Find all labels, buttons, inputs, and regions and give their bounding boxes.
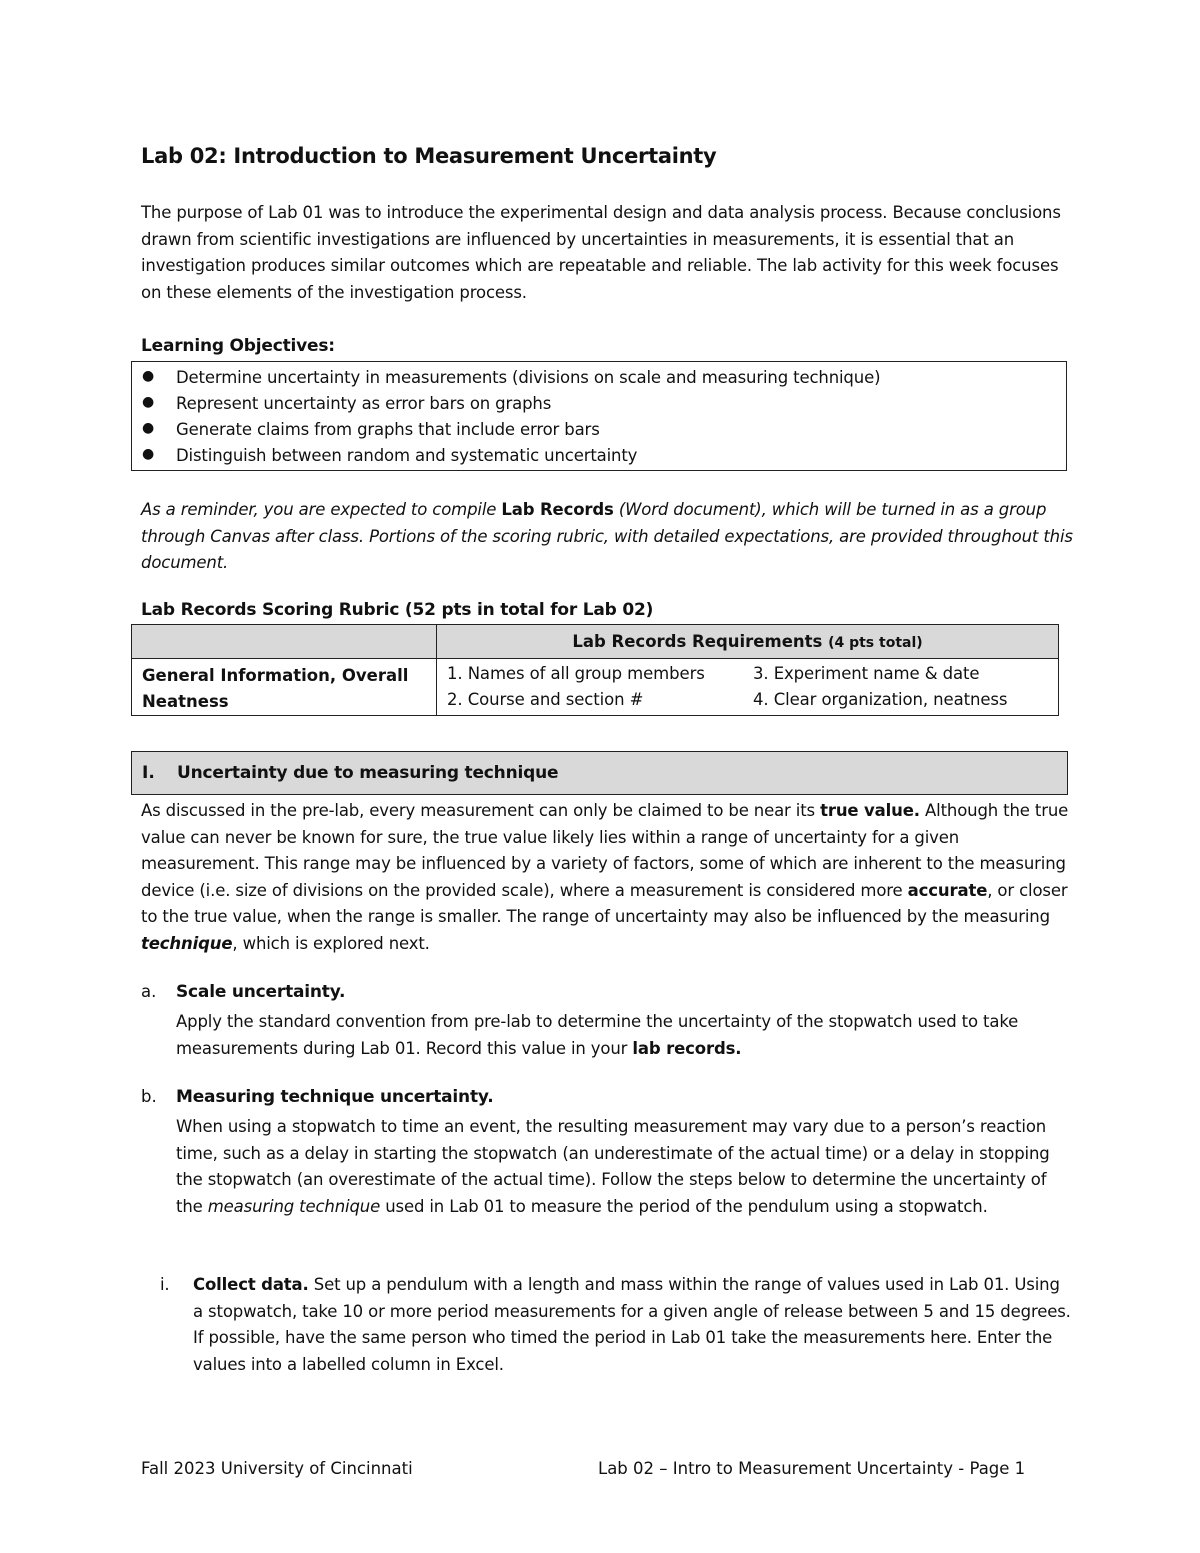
- intro-paragraph: The purpose of Lab 01 was to introduce the experimental design and data analysis process. Because conclusions drawn from scientific investigations are influenced by uncertainties in measurements, it is essential that an investigation produces similar outcomes which are repeatable and reliable. The lab activity for this week focuses on these elements of the investigation process.: [141, 203, 1061, 302]
- rubric-header-requirements: Lab Records Requirements (4 pts total): [437, 625, 1059, 659]
- learning-objectives-heading: Learning Objectives:: [141, 336, 335, 356]
- reminder-paragraph: As a reminder, you are expected to compile Lab Records (Word document), which will be turned in as a group through Canvas after class. Portions of the scoring rubric, with detailed expectations, are provided throughout this document.: [141, 500, 1073, 572]
- section-title: Uncertainty due to measuring technique: [177, 763, 559, 783]
- subsection-b-label: b.: [141, 1087, 157, 1106]
- rubric-item: 1. Names of all group members: [447, 664, 705, 683]
- subsection-a-text: Apply the standard convention from pre-lab to determine the uncertainty of the stopwatch used to take measurements during Lab 01. Record this value in your lab records.: [176, 1012, 1019, 1058]
- bullet-icon: ●: [142, 446, 155, 462]
- footer-right: Lab 02 – Intro to Measurement Uncertainty - Page 1: [598, 1459, 1026, 1478]
- section-heading-box: [131, 751, 1068, 795]
- lab-records-emphasis: Lab Records: [501, 500, 614, 519]
- subsection-a-label: a.: [141, 982, 157, 1001]
- subsection-b-text: When using a stopwatch to time an event, the resulting measurement may vary due to a person’s reaction time, such as a delay in starting the stopwatch (an underestimate of the actual time) or a delay in stopping the stopwatch (an overestimate of the actual time). Follow the steps below to determine the uncertainty of the measuring technique used in Lab 01 to measure the period of the pendulum using a stopwatch.: [176, 1117, 1050, 1216]
- subsection-b-title: Measuring technique uncertainty.: [176, 1087, 494, 1107]
- bullet-icon: ●: [142, 420, 155, 436]
- subsection-a-title: Scale uncertainty.: [176, 982, 346, 1002]
- rubric-item: 3. Experiment name & date: [753, 664, 980, 683]
- footer-left: Fall 2023 University of Cincinnati: [141, 1459, 413, 1478]
- step-i-text: Collect data. Set up a pendulum with a length and mass within the range of values used in Lab 01. Using a stopwatch, take 10 or more period measurements for a given angle of release between 5 and 15 degrees. If possible, have the same person who timed the period in Lab 01 take the measurements here. Enter the values into a labelled column in Excel.: [193, 1275, 1071, 1374]
- rubric-heading: Lab Records Scoring Rubric (52 pts in total for Lab 02): [141, 600, 654, 620]
- rubric-item: 4. Clear organization, neatness: [753, 690, 1008, 709]
- bullet-icon: ●: [142, 368, 155, 384]
- rubric-header-empty: [132, 625, 437, 659]
- rubric-header-row: [132, 625, 1059, 659]
- rubric-table: [131, 624, 1059, 716]
- rubric-row-label: General Information, Overall Neatness: [132, 659, 437, 716]
- section-number: I.: [142, 763, 155, 783]
- table-row: [132, 659, 1059, 716]
- learning-objectives-box: ● Determine uncertainty in measurements (divisions on scale and measuring technique) ● Represent uncertainty as error bars on graphs ● Generate claims from graphs that include error bars ● Distinguish between random and systematic uncertainty: [131, 361, 1067, 471]
- step-i-label: i.: [160, 1275, 170, 1294]
- rubric-row-items: [437, 659, 1059, 716]
- bullet-icon: ●: [142, 394, 155, 410]
- page-title: Lab 02: Introduction to Measurement Uncertainty: [141, 144, 717, 168]
- section-paragraph: As discussed in the pre-lab, every measurement can only be claimed to be near its true value. Although the true value can never be known for sure, the true value likely lies within a range of uncertainty for a given measurement. This range may be influenced by a variety of factors, some of which are inherent to the measuring device (i.e. size of divisions on the provided scale), where a measurement is considered more accurate, or closer to the true value, when the range is smaller. The range of uncertainty may also be influenced by the measuring technique, which is explored next.: [141, 801, 1069, 953]
- rubric-item: 2. Course and section #: [447, 690, 644, 709]
